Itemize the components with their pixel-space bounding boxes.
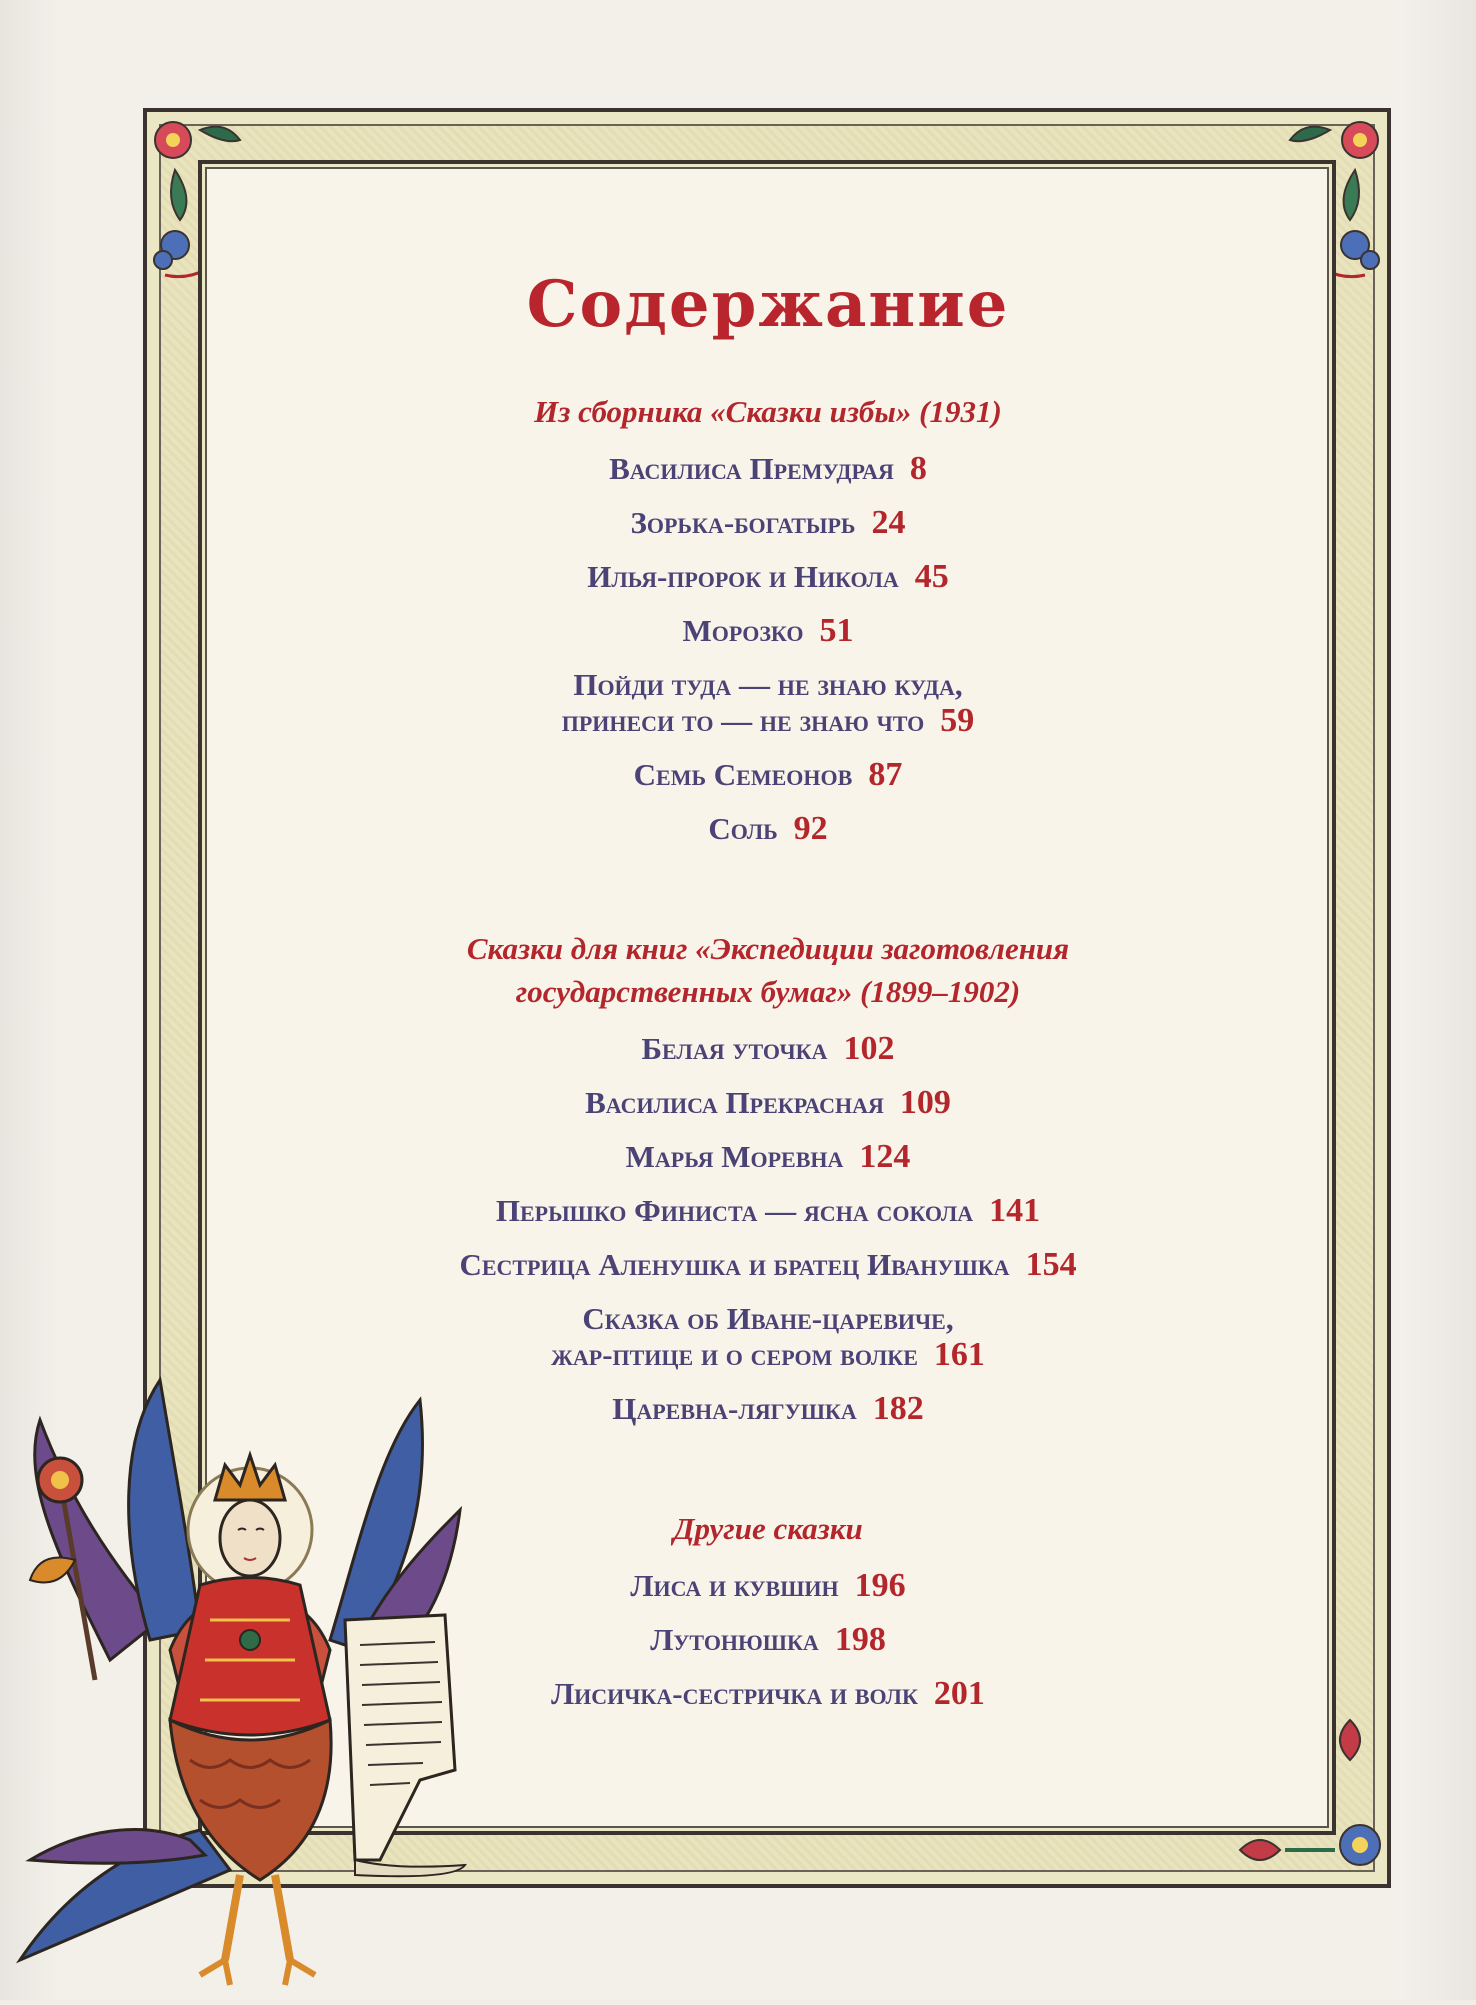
list-item bbox=[230, 1031, 1306, 1067]
entry-page: 59 bbox=[940, 702, 975, 739]
sirin-bird-icon bbox=[0, 1360, 480, 2005]
page-title: Содержание bbox=[526, 267, 1010, 342]
entry-title: Зорька-богатырь bbox=[630, 505, 856, 540]
list-item bbox=[230, 667, 1306, 739]
section-heading bbox=[230, 927, 1306, 1013]
entry-title: Лисичка-сестричка и волк bbox=[551, 1676, 918, 1711]
entry-page: 196 bbox=[854, 1567, 906, 1604]
entry-page: 102 bbox=[843, 1030, 895, 1067]
entry-title: Лиса и кувшин bbox=[630, 1568, 839, 1603]
list-item bbox=[230, 559, 1306, 595]
entry-page: 161 bbox=[933, 1336, 985, 1373]
entry-title: Василиса Премудрая bbox=[609, 451, 894, 486]
section-heading-line2: государственных бумаг» (1899–1902) bbox=[515, 974, 1021, 1009]
list-item bbox=[230, 1085, 1306, 1121]
section-heading: Из сборника «Сказки избы» (1931) bbox=[534, 394, 1002, 429]
section-heading-line1: Сказки для книг «Экспедиции заготовления bbox=[466, 931, 1070, 966]
entry-title-line1: Пойди туда — не знаю куда, bbox=[573, 667, 963, 702]
entry-page: 24 bbox=[871, 504, 906, 541]
entry-title: Илья-пророк и Никола bbox=[587, 559, 899, 594]
entry-page: 198 bbox=[834, 1621, 886, 1658]
entry-title: Семь Семеонов bbox=[633, 757, 853, 792]
entry-page: 87 bbox=[868, 756, 903, 793]
entry-title: Лутонюшка bbox=[650, 1622, 819, 1657]
entry-title: Марья Моревна bbox=[625, 1139, 844, 1174]
entry-page: 92 bbox=[793, 810, 828, 847]
entry-page: 182 bbox=[872, 1390, 924, 1427]
entry-title: Перышко Финиста — ясна сокола bbox=[495, 1193, 974, 1228]
entry-page: 109 bbox=[899, 1084, 951, 1121]
entry-page: 8 bbox=[909, 450, 927, 487]
entry-title-line2: принеси то — не знаю что bbox=[561, 703, 925, 738]
entry-page: 124 bbox=[859, 1138, 911, 1175]
entry-title: Царевна-лягушка bbox=[612, 1391, 857, 1426]
entry-title: Белая уточка bbox=[641, 1031, 828, 1066]
entry-title: Василиса Прекрасная bbox=[585, 1085, 884, 1120]
entry-page: 45 bbox=[914, 558, 949, 595]
list-item bbox=[230, 757, 1306, 793]
entry-page: 154 bbox=[1025, 1246, 1077, 1283]
list-item bbox=[230, 811, 1306, 847]
entry-title: Соль bbox=[708, 811, 778, 846]
list-item bbox=[230, 1247, 1306, 1283]
list-item bbox=[230, 613, 1306, 649]
entry-page: 141 bbox=[989, 1192, 1041, 1229]
section-gap bbox=[230, 865, 1306, 927]
entry-page: 51 bbox=[819, 612, 854, 649]
entry-page: 201 bbox=[933, 1675, 985, 1712]
list-item bbox=[230, 505, 1306, 541]
entry-title-line1: Сказка об Иване-царевиче, bbox=[582, 1301, 954, 1336]
entry-title-line2: жар-птице и о сером волке bbox=[551, 1337, 918, 1372]
entry-title: Морозко bbox=[682, 613, 804, 648]
list-item bbox=[230, 1139, 1306, 1175]
list-item bbox=[230, 1193, 1306, 1229]
list-item bbox=[230, 451, 1306, 487]
section-heading: Другие сказки bbox=[673, 1511, 863, 1546]
entry-title: Сестрица Аленушка и братец Иванушка bbox=[459, 1247, 1010, 1282]
